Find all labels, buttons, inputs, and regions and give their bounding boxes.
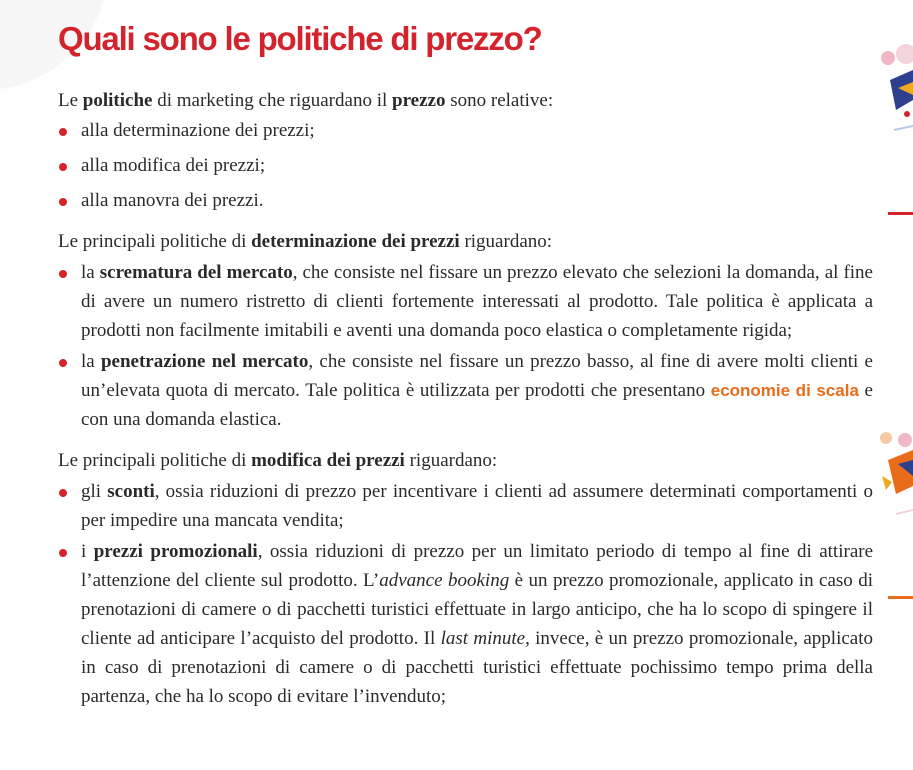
term-prezzo: prezzo (392, 90, 446, 111)
term-penetrazione: penetrazione nel mercato (100, 351, 309, 372)
margin-illustration-icon (872, 430, 913, 605)
term-politiche: politiche (82, 90, 153, 111)
list-item: la scrematura del mercato, che consiste nel fissare un prezzo elevato che selezioni la domanda, al fine di avere un numero ristretto di clienti fortemente interessati al prodotto. Tale politica è applicata a prodotti non facilmente imitabili e aventi una domanda poco elastica o completamente rigida; (58, 258, 873, 345)
list-item: alla modifica dei prezzi; (58, 151, 873, 180)
determinazione-heading: Le principali politiche di determinazione dei prezzi riguardano: (58, 231, 553, 252)
list-item: alla determinazione dei prezzi; (58, 116, 873, 145)
term-economie-di-scala: economie di scala (710, 381, 859, 400)
modifica-heading: Le principali politiche di modifica dei prezzi riguardano: (58, 450, 498, 471)
term-sconti: sconti (107, 481, 155, 502)
list-item: la penetrazione nel mercato, che consiste nel fissare un prezzo basso, al fine di avere molti clienti e un’elevata quota di mercato. Tale politica è utilizzata per prodotti che presentano economie di scala e con una domanda elastica. (58, 347, 873, 434)
term-last-minute: last minute (440, 628, 526, 649)
term-advance-booking: advance booking (379, 570, 510, 591)
intro-list (58, 116, 873, 215)
list-item: gli sconti, ossia riduzioni di prezzo per incentivare i clienti ad assumere determinati comportamenti o per impedire una mancata vendita; (58, 477, 873, 535)
intro-paragraph: Le politiche di marketing che riguardano il prezzo sono relative: (58, 90, 554, 111)
margin-illustration-icon (876, 40, 913, 220)
main-content (58, 86, 873, 711)
determinazione-list (58, 258, 873, 434)
modifica-list (58, 477, 873, 711)
page-title: Quali sono le politiche di prezzo? (58, 20, 542, 57)
list-item: i prezzi promozionali, ossia riduzioni di prezzo per un limitato periodo di tempo al fine di attirare l’attenzione del cliente sul prodotto. L’advance booking è un prezzo promozionale, applicato in caso di prenotazioni di camere o di pacchetti turistici effettuate in largo anticipo, che ha lo scopo di spingere il cliente ad anticipare l’acquisto del prodotto. Il last minute, invece, è un prezzo promozionale, applicato in caso di prenotazioni di camere o di pacchetti turistici effettuate pochissimo tempo prima della partenza, che ha lo scopo di evitare l’invenduto; (58, 537, 873, 711)
list-item: alla manovra dei prezzi. (58, 186, 873, 215)
term-scrematura: scrematura del mercato (99, 262, 293, 283)
term-prezzi-promozionali: prezzi promozionali (93, 541, 258, 562)
